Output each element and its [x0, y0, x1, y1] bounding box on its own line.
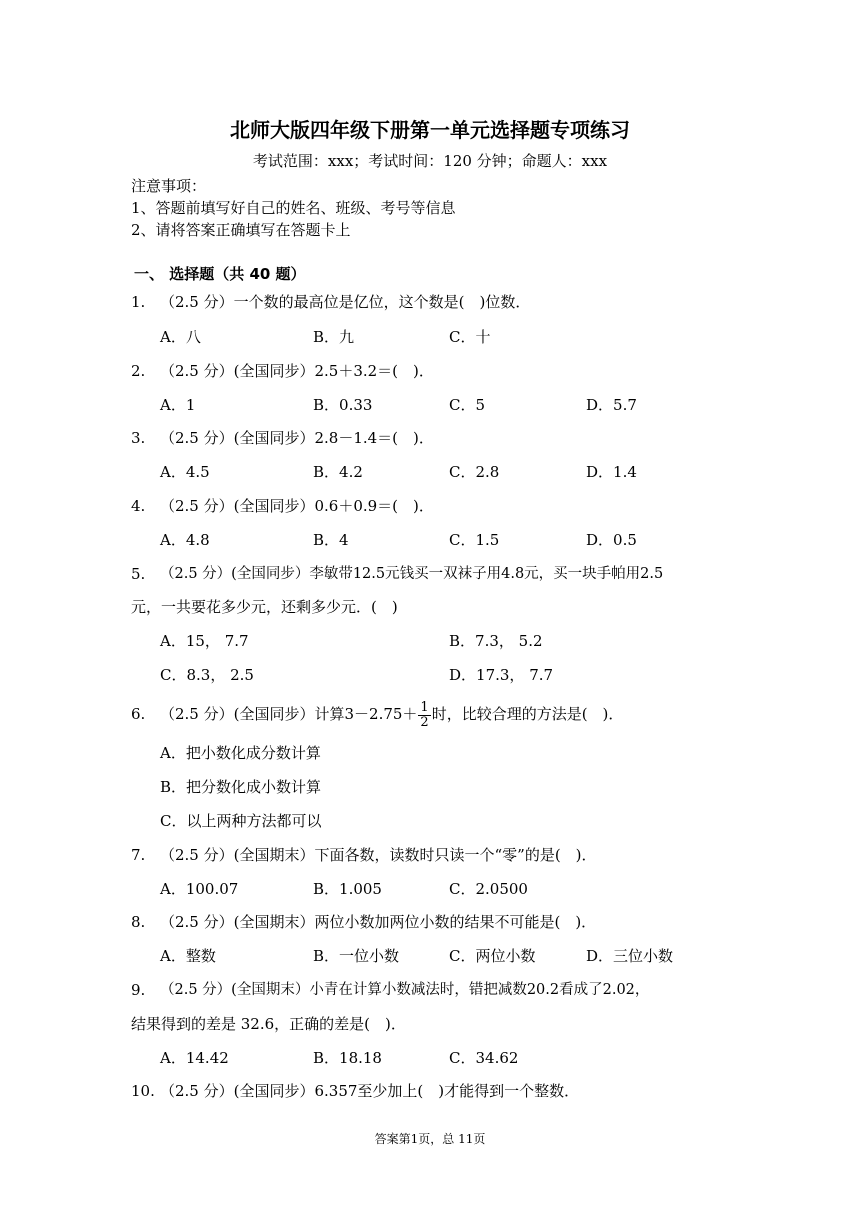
option: C．5 — [449, 396, 486, 414]
question-number: 8. — [131, 913, 146, 931]
option: A．15， 7.7 — [160, 632, 249, 650]
question-text: （2.5 分）(全国同步）0.6＋0.9＝( )． — [160, 497, 434, 515]
option: A．4.5 — [160, 463, 210, 481]
section-title: 一、 选择题（共 40 题） — [134, 265, 306, 283]
option: A．1 — [160, 396, 196, 414]
option: C．1.5 — [449, 531, 500, 549]
question-text: （2.5 分）一个数的最高位是亿位，这个数是( )位数． — [160, 293, 531, 311]
option: B．1.005 — [313, 880, 382, 898]
option: B．把分数化成小数计算 — [160, 778, 322, 796]
question-text: （2.5 分）(全国同步）6.357至少加上( )才能得到一个整数． — [160, 1082, 580, 1100]
fraction-numerator: 1 — [420, 699, 429, 715]
note-item: 1、答题前填写好自己的姓名、班级、考号等信息 — [131, 199, 456, 217]
question-text: （2.5 分）(全国期末）小青在计算小数减法时，错把减数20.2看成了2.02， — [160, 982, 650, 998]
note-item: 2、请将答案正确填写在答题卡上 — [131, 221, 351, 239]
option: B．18.18 — [313, 1049, 382, 1067]
question-number: 3. — [131, 429, 146, 447]
question-text: （2.5 分）(全国同步）2.5＋3.2＝( )． — [160, 362, 434, 380]
question-number: 1. — [131, 293, 146, 311]
question-number: 7. — [131, 846, 146, 864]
option: C．以上两种方法都可以 — [160, 812, 322, 830]
page-footer: 答案第1页，总 11页 — [374, 1132, 486, 1146]
option: B．7.3， 5.2 — [449, 632, 543, 650]
option: D．17.3， 7.7 — [449, 666, 554, 684]
option: B．4 — [313, 531, 349, 549]
option: C．34.62 — [449, 1049, 519, 1067]
question-text: （2.5 分）(全国同步）2.8－1.4＝( )． — [160, 429, 434, 447]
option: A．八 — [160, 328, 201, 346]
question-text: （2.5 分）(全国同步）李敏带12.5元钱买一双袜子用4.8元，买一块手帕用2.5 — [160, 566, 664, 582]
option: D．1.4 — [586, 463, 637, 481]
question-number: 4. — [131, 497, 146, 515]
question-number: 5. — [131, 565, 146, 583]
page-title: 北师大版四年级下册第一单元选择题专项练习 — [230, 118, 630, 142]
option: B．一位小数 — [313, 947, 400, 965]
question-text: （2.5 分）(全国期末）两位小数加两位小数的结果不可能是( )． — [160, 913, 597, 931]
question-text — [160, 694, 623, 734]
notes-heading: 注意事项： — [131, 177, 207, 195]
question-text: 元，一共要花多少元，还剩多少元．( ) — [131, 598, 398, 616]
option: A．100.07 — [160, 880, 239, 898]
option: B．九 — [313, 328, 355, 346]
fraction — [418, 701, 430, 730]
option: D．三位小数 — [586, 947, 674, 965]
option: C．十 — [449, 328, 491, 346]
fraction-denominator: 2 — [420, 714, 429, 730]
option: B．4.2 — [313, 463, 363, 481]
question-number: 10. — [131, 1082, 155, 1100]
option: C．2.8 — [449, 463, 500, 481]
option: D．5.7 — [586, 396, 637, 414]
option: D．0.5 — [586, 531, 637, 549]
option: A．14.42 — [160, 1049, 229, 1067]
question-number: 6. — [131, 705, 146, 723]
question-number: 9. — [131, 981, 146, 999]
exam-meta: 考试范围：xxx；考试时间：120 分钟；命题人：xxx — [252, 152, 608, 170]
question-suffix: 时，比较合理的方法是( )． — [431, 705, 624, 723]
option: B．0.33 — [313, 396, 373, 414]
option: C．8.3， 2.5 — [160, 666, 254, 684]
option: A．把小数化成分数计算 — [160, 744, 321, 762]
option: C．两位小数 — [449, 947, 536, 965]
question-text: （2.5 分）(全国期末）下面各数，读数时只读一个“零”的是( )． — [160, 846, 597, 864]
question-text: 结果得到的差是 32.6，正确的差是( )． — [131, 1015, 406, 1033]
question-prefix: （2.5 分）(全国同步）计算3－2.75＋ — [160, 705, 418, 723]
option: A．整数 — [160, 947, 216, 965]
option: A．4.8 — [160, 531, 210, 549]
question-number: 2. — [131, 362, 146, 380]
option: C．2.0500 — [449, 880, 528, 898]
